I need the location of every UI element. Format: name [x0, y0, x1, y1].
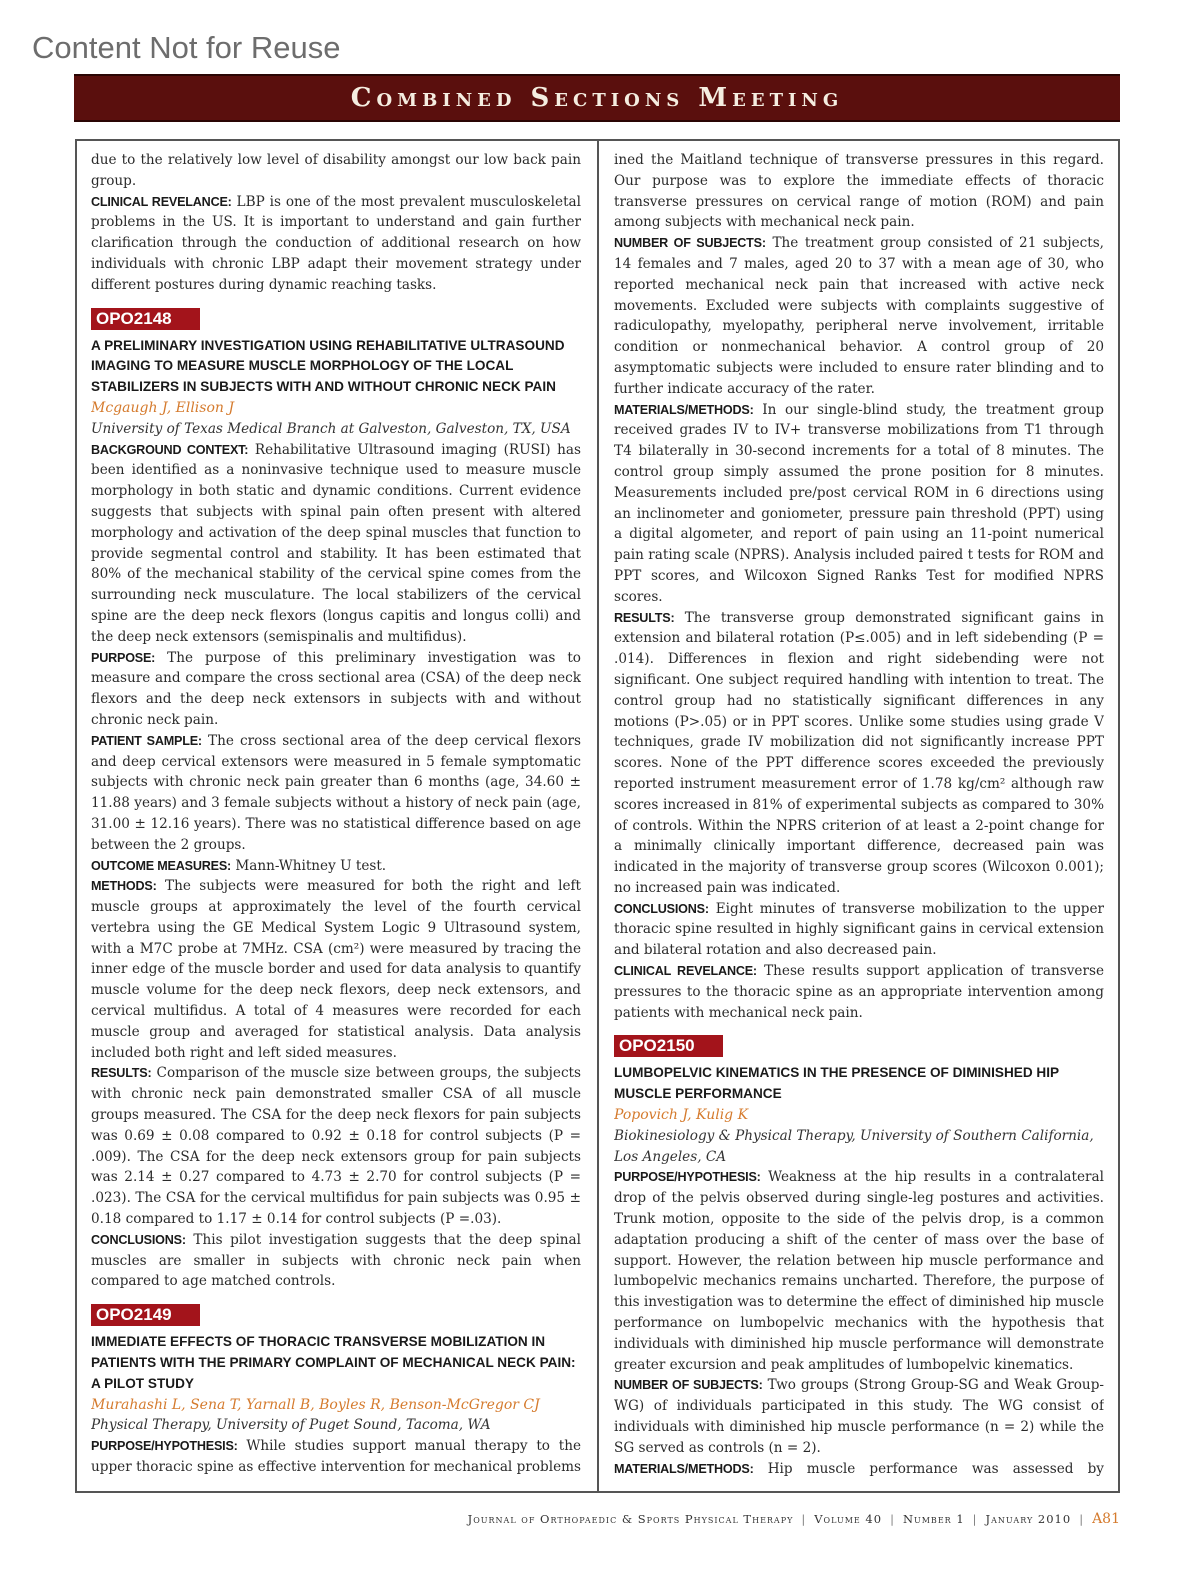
footer-separator: | [801, 1512, 807, 1526]
abstract-section: PURPOSE/HYPOTHESIS: Weakness at the hip results in a contralateral drop of the pelvis observed during single-leg postures and activities. Trunk motion, opposite to the side of the pelvis drop, is a common adaptation producing a shift of the center of mass over the base of support. However, the relation between hip muscle performance and lumbopelvic mechanics remains uncharted. Therefore, the purpose of this investigation was to determine the effect of diminished hip muscle performance on lumbopelvic mechanics with the hypothesis that individuals with diminished hip muscle performance will demonstrate greater excursion and peak amplitudes of lumbopelvic kinematics. [614, 1169, 1104, 1373]
abstract-section: CLINICAL REVELANCE: These results support application of transverse pressures to the thoracic spine as an appropriate intervention among patients with mechanical neck pain. [614, 963, 1104, 1021]
abstract-opo2149 [91, 1292, 581, 1480]
continued-paragraph: ined the Maitland technique of transverse pressures in this regard. Our purpose was to explore the immediate effects of thoracic transverse pressures on cervical range of motion (ROM) and pain among subjects with mechanical neck pain. [614, 152, 1104, 231]
journal-date: January 2010 [985, 1512, 1072, 1526]
abstract-section: BACKGROUND CONTEXT: Rehabilitative Ultrasound imaging (RUSI) has been identified as a noninvasive technique used to measure muscle morphology in both static and dynamic conditions. Current evidence suggests that subjects with spinal pain often present with altered morphology and activation of the deep spinal muscles that function to provide segmental control and stability. It has been estimated that 80% of the mechanical stability of the cervical spine comes from the surrounding neck musculature. The local stabilizers of the cervical spine are the deep neck flexors (longus capitis and longus colli) and the deep neck extensors (semispinalis and multifidus). [91, 441, 581, 645]
abstract-section: NUMBER OF SUBJECTS: Two groups (Strong Group-SG and Weak Group-WG) of individuals participated in this study. The WG consist of individuals with diminished hip muscle performance (n = 2) while the SG served as controls (n = 2). [614, 1377, 1104, 1456]
abstract-section: PURPOSE/HYPOTHESIS: While studies support manual therapy to the upper thoracic spine as effective intervention for mechanical problems [91, 1438, 581, 1476]
abstract-affiliation: Physical Therapy, University of Puget Sound, Tacoma, WA [91, 1417, 491, 1434]
continued-paragraph: due to the relatively low level of disability amongst our low back pain group. [91, 152, 581, 189]
page-footer [0, 1511, 1120, 1527]
footer-separator: | [1079, 1512, 1085, 1526]
column-divider [597, 139, 599, 1493]
abstract-authors: Mcgaugh J, Ellison J [91, 399, 234, 416]
abstract-section: METHODS: The subjects were measured for both the right and left muscle groups at approximately the level of the fourth cervical vertebra using the GE Medical System Logic 9 Ultrasound system, with a M7C probe at 7MHz. CSA (cm²) were measured by tracing the inner edge of the muscle border and used for data analysis to quantify muscle volume for the deep neck flexors, deep neck extensors, and cervical multifidus. A total of 4 measures were recorded for each muscle group and averaged for statistical analysis. Data analysis included both right and left sided measures. [91, 878, 581, 1061]
continued-clinical-relevance: CLINICAL REVELANCE: LBP is one of the most prevalent musculoskeletal problems in the US. It is important to understand and gain further clarification through the conduction of additional research on how individuals with chronic LBP adapt their movement strategy under different postures during dynamic reaching tasks. [91, 193, 581, 293]
abstract-id-badge: OPO2149 [91, 1304, 200, 1326]
abstract-authors: Murahashi L, Sena T, Yarnall B, Boyles R, Benson-McGregor CJ [91, 1396, 540, 1413]
abstract-section: PURPOSE: The purpose of this preliminary investigation was to measure and compare the cross sectional area (CSA) of the deep neck flexors and the deep neck extensors in subjects with and without chronic neck pain. [91, 649, 581, 728]
banner-title: Combined Sections Meeting [350, 83, 844, 113]
abstract-authors: Popovich J, Kulig K [614, 1107, 749, 1124]
abstract-opo2148 [91, 296, 581, 1293]
abstract-section: PATIENT SAMPLE: The cross sectional area of the deep cervical flexors and deep cervical extensors were measured in 5 female symptomatic subjects with chronic neck pain greater than 6 months (age, 34.60 ± 11.88 years) and 3 female subjects without a history of neck pain (age, 31.00 ± 12.16 years). There was no statistical difference based on age between the 2 groups. [91, 732, 581, 853]
abstract-id-badge: OPO2150 [614, 1035, 723, 1057]
abstract-section: RESULTS: Comparison of the muscle size between groups, the subjects with chronic neck pain demonstrated smaller CSA of all muscle groups measured. The CSA for the deep neck flexors for pain subjects was 0.69 ± 0.08 compared to 0.92 ± 0.18 for control subjects (P = .009). The CSA for the deep neck extensors group for pain subjects was 2.14 ± 0.27 compared to 4.73 ± 2.70 for control subjects (P = .023). The CSA for the cervical multifidus for pain subjects was 0.95 ± 0.18 compared to 1.17 ± 0.14 for control subjects (P =.03). [91, 1065, 581, 1228]
abstract-section: RESULTS: The transverse group demonstrated significant gains in extension and bilateral rotation (P≤.005) and in left sidebending (P = .014). Differences in flexion and right sidebending were not significant. One subject required handling with intention to treat. The control group had no statistically significant differences in any motions (P>.05) or in PPT scores. Unlike some studies using grade V techniques, grade IV mobilization did not significantly increase PPT scores. None of the PPT difference scores exceeded the previously reported instrument measurement error of 1.78 kg/cm² although raw scores increased in 81% of experimental subjects as compared to 30% of controls. Within the NPRS criterion of at least a 2-point change for a minimally clinically important difference, decreased pain was indicated in the majority of transverse group scores (Wilcoxon 0.001); no increased pain was indicated. [614, 609, 1104, 896]
right-column [614, 150, 1104, 1480]
left-column [91, 150, 581, 1480]
section-banner [74, 74, 1120, 122]
abstract-affiliation: University of Texas Medical Branch at Galveston, Galveston, TX, USA [91, 420, 571, 437]
abstract-section: MATERIALS/METHODS: Hip muscle performance was assessed by [614, 1460, 1104, 1477]
abstract-section: CONCLUSIONS: Eight minutes of transverse mobilization to the upper thoracic spine resulted in highly significant gains in cervical extension and bilateral rotation and also decreased pain. [614, 900, 1104, 959]
journal-number: Number 1 [902, 1512, 965, 1526]
abstract-section: NUMBER OF SUBJECTS: The treatment group consisted of 21 subjects, 14 females and 7 males, aged 20 to 37 with a mean age of 30, who reported mechanical neck pain that increased with active neck movements. Excluded were subjects with complaints suggestive of radiculopathy, myelopathy, peripheral nerve involvement, irritable condition or nonmechanical behavior. A control group of 20 asymptomatic subjects were included to ensure rater blinding and to further indicate accuracy of the rater. [614, 235, 1104, 397]
abstract-affiliation: Biokinesiology & Physical Therapy, University of Southern California, Los Angeles, CA [614, 1127, 1094, 1165]
watermark: Content Not for Reuse [32, 30, 341, 65]
abstract-title: LUMBOPELVIC KINEMATICS IN THE PRESENCE OF DIMINISHED HIP MUSCLE PERFORMANCE [614, 1065, 1059, 1102]
abstract-title: IMMEDIATE EFFECTS OF THORACIC TRANSVERSE MOBILIZATION IN PATIENTS WITH THE PRIMARY COMPLAINT OF MECHANICAL NECK PAIN: A PILOT STUDY [91, 1334, 576, 1391]
abstract-section: OUTCOME MEASURES: Mann-Whitney U test. [91, 857, 387, 874]
abstract-title: A PRELIMINARY INVESTIGATION USING REHABILITATIVE ULTRASOUND IMAGING TO MEASURE MUSCLE MORPHOLOGY OF THE LOCAL STABILIZERS IN SUBJECTS WITH AND WITHOUT CHRONIC NECK PAIN [91, 337, 565, 395]
footer-separator: | [972, 1512, 978, 1526]
abstract-id-badge: OPO2148 [91, 308, 200, 330]
abstract-opo2150 [614, 1023, 1104, 1480]
abstract-section: CONCLUSIONS: This pilot investigation suggests that the deep spinal muscles are smaller in subjects with chronic neck pain when compared to age matched controls. [91, 1231, 581, 1290]
journal-volume: Volume 40 [814, 1512, 883, 1526]
page-number: A81 [1092, 1511, 1120, 1527]
abstract-section: MATERIALS/METHODS: In our single-blind study, the treatment group received grades IV to IV+ transverse mobilizations from T1 through T4 bilaterally in 30-second increments for a total of 8 minutes. The control group simply assumed the prone position for 8 minutes. Measurements included pre/post cervical ROM in 6 directions using an inclinometer and goniometer, pressure pain threshold (PPT) using a digital algometer, and report of pain using an 11-point numerical pain rating scale (NPRS). Analysis included paired t tests for ROM and PPT scores, and Wilcoxon Signed Ranks Test for modified NPRS scores. [614, 401, 1104, 605]
journal-name: Journal of Orthopaedic & Sports Physical Therapy [467, 1512, 794, 1526]
footer-separator: | [890, 1512, 895, 1526]
